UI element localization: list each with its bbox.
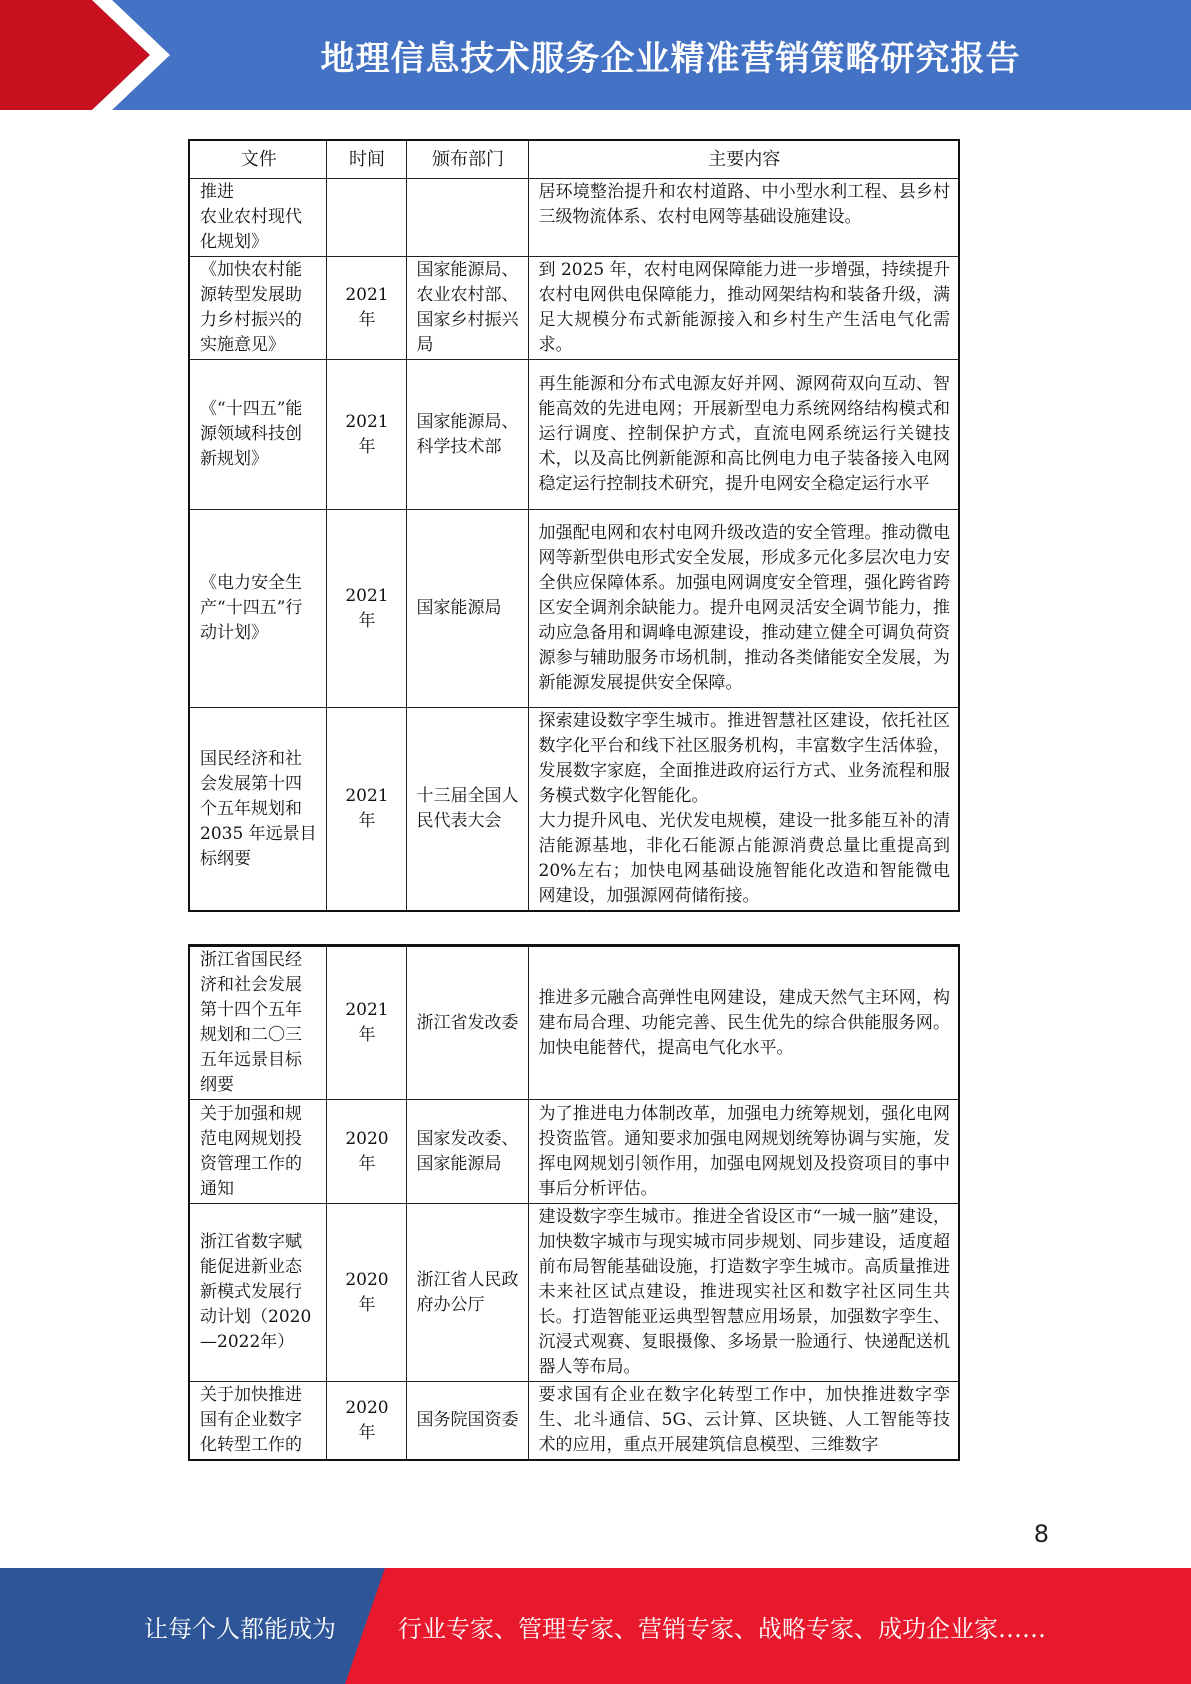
cell-dept: 十三届全国人民代表大会 xyxy=(406,708,528,912)
cell-file: 浙江省国民经济和社会发展第十四个五年规划和二〇三五年远景目标纲要 xyxy=(189,946,326,1100)
cell-content: 建设数字孪生城市。推进全省设区市“一城一脑”建设，加快数字城市与现实城市同步规划、同步建设，适度超前布局智能基础设施，打造数字孪生城市。高质量推进未来社区试点建设，推进现实社区和数字社区同生共长。打造智能亚运典型智慧应用场景，加强数字孪生、沉浸式观赛、复眼摄像、多场景一脸通行、快递配送机器人等布局。 xyxy=(528,1204,959,1382)
cell-file: 《“十四五”能源领域科技创新规划》 xyxy=(189,360,326,510)
cell-dept: 国家能源局、科学技术部 xyxy=(406,360,528,510)
column-header-file: 文件 xyxy=(189,140,326,179)
table-header-row xyxy=(189,140,959,179)
report-title: 地理信息技术服务企业精准营销策略研究报告 xyxy=(320,38,1021,79)
table-row xyxy=(189,257,959,360)
cell-content: 推进多元融合高弹性电网建设，建成天然气主环网，构建布局合理、功能完善、民生优先的综合供能服务网。加快电能替代，提高电气化水平。 xyxy=(528,946,959,1100)
table-row xyxy=(189,510,959,708)
column-header-time: 时间 xyxy=(326,140,406,179)
cell-time: 2021 年 xyxy=(326,510,406,708)
cell-file: 关于加强和规范电网规划投资管理工作的通知 xyxy=(189,1100,326,1204)
cell-time: 2020 年 xyxy=(326,1100,406,1204)
table-row xyxy=(189,360,959,510)
cell-file: 《电力安全生产“十四五”行动计划》 xyxy=(189,510,326,708)
cell-time: 2020 年 xyxy=(326,1204,406,1382)
table-row xyxy=(189,1382,959,1461)
cell-file: 浙江省数字赋能促进新业态新模式发展行动计划（2020—2022年） xyxy=(189,1204,326,1382)
cell-time: 2021 年 xyxy=(326,708,406,912)
cell-dept: 国家能源局、农业农村部、国家乡村振兴局 xyxy=(406,257,528,360)
column-header-content: 主要内容 xyxy=(528,140,959,179)
table-row xyxy=(189,1204,959,1382)
cell-time: 2021 年 xyxy=(326,360,406,510)
cell-file: 关于加快推进国有企业数字化转型工作的 xyxy=(189,1382,326,1461)
cell-time: 2021 年 xyxy=(326,946,406,1100)
policy-table-part2 xyxy=(188,944,960,1461)
cell-content: 探索建设数字孪生城市。推进智慧社区建设，依托社区数字化平台和线下社区服务机构，丰富数字生活体验，发展数字家庭，全面推进政府运行方式、业务流程和服务模式数字化智能化。 大力提升风电、光伏发电规模，建设一批多能互补的清洁能源基地，非化石能源占能源消费总量比重提高到 20%左右；加快电网基础设施智能化改造和智能微电网建设，加强源网荷储衔接。 xyxy=(528,708,959,912)
cell-content: 为了推进电力体制改革，加强电力统筹规划，强化电网投资监管。通知要求加强电网规划统筹协调与实施，发挥电网规划引领作用，加强电网规划及投资项目的事中事后分析评估。 xyxy=(528,1100,959,1204)
table-row xyxy=(189,179,959,257)
header-banner xyxy=(0,0,1191,110)
footer-banner xyxy=(0,1568,1191,1684)
cell-file: 国民经济和社会发展第十四个五年规划和 2035 年远景目标纲要 xyxy=(189,708,326,912)
cell-content: 居环境整治提升和农村道路、中小型水利工程、县乡村三级物流体系、农村电网等基础设施建设。 xyxy=(528,179,959,257)
cell-file: 推进 农业农村现代化规划》 xyxy=(189,179,326,257)
footer-slogan-left: 让每个人都能成为 xyxy=(144,1614,336,1643)
cell-dept: 国家能源局 xyxy=(406,510,528,708)
policy-table-part1 xyxy=(188,139,960,912)
cell-content: 要求国有企业在数字化转型工作中，加快推进数字孪生、北斗通信、5G、云计算、区块链、人工智能等技术的应用，重点开展建筑信息模型、三维数字 xyxy=(528,1382,959,1461)
footer-slogan-right: 行业专家、管理专家、营销专家、战略专家、成功企业家…… xyxy=(398,1614,1046,1643)
table-row xyxy=(189,946,959,1100)
cell-dept: 浙江省人民政府办公厅 xyxy=(406,1204,528,1382)
cell-content: 到 2025 年，农村电网保障能力进一步增强，持续提升农村电网供电保障能力，推动网架结构和装备升级，满足大规模分布式新能源接入和乡村生产生活电气化需求。 xyxy=(528,257,959,360)
page-number: 8 xyxy=(1033,1520,1049,1548)
cell-file: 《加快农村能源转型发展助力乡村振兴的实施意见》 xyxy=(189,257,326,360)
table-row xyxy=(189,1100,959,1204)
cell-time: 2020 年 xyxy=(326,1382,406,1461)
cell-time: 2021 年 xyxy=(326,257,406,360)
cell-dept: 国务院国资委 xyxy=(406,1382,528,1461)
column-header-dept: 颁布部门 xyxy=(406,140,528,179)
cell-dept xyxy=(406,179,528,257)
table-row xyxy=(189,708,959,912)
cell-content: 加强配电网和农村电网升级改造的安全管理。推动微电网等新型供电形式安全发展，形成多元化多层次电力安全供应保障体系。加强电网调度安全管理，强化跨省跨区安全调剂余缺能力。提升电网灵活安全调节能力，推动应急备用和调峰电源建设，推动建立健全可调负荷资源参与辅助服务市场机制，推动各类储能安全发展，为新能源发展提供安全保障。 xyxy=(528,510,959,708)
cell-time xyxy=(326,179,406,257)
cell-dept: 浙江省发改委 xyxy=(406,946,528,1100)
cell-content: 再生能源和分布式电源友好并网、源网荷双向互动、智能高效的先进电网；开展新型电力系统网络结构模式和运行调度、控制保护方式，直流电网系统运行关键技术，以及高比例新能源和高比例电力电子装备接入电网稳定运行控制技术研究，提升电网安全稳定运行水平 xyxy=(528,360,959,510)
cell-dept: 国家发改委、国家能源局 xyxy=(406,1100,528,1204)
